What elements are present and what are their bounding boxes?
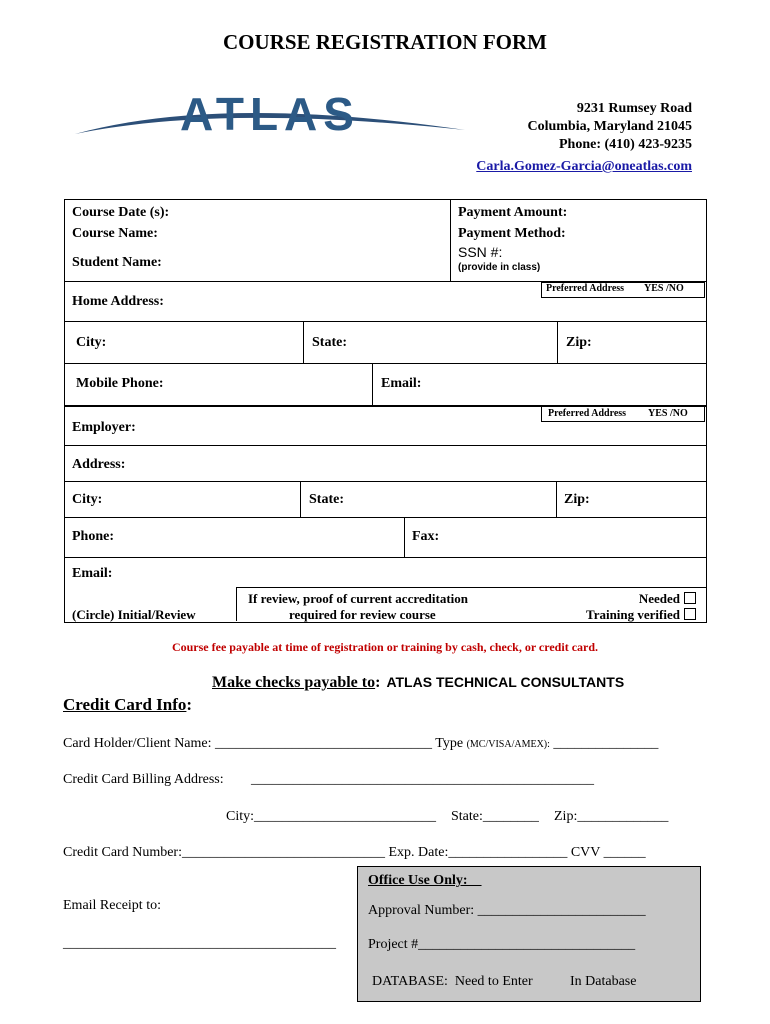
zip-label: Zip: <box>566 335 592 350</box>
student-name-label: Student Name: <box>72 255 162 270</box>
initial-review-label[interactable]: (Circle) Initial/Review <box>72 607 196 622</box>
training-verified-label: Training verified <box>585 607 680 622</box>
email-receipt-field[interactable]: _______________________________________ <box>63 936 336 951</box>
payment-amount-label: Payment Amount: <box>458 205 568 220</box>
employer-state-label: State: <box>309 492 344 507</box>
billing-city-field[interactable]: City:__________________________ <box>226 809 437 824</box>
billing-state-field[interactable]: State:________ <box>451 809 539 824</box>
preferred-address-yes-no[interactable]: YES /NO <box>648 408 688 419</box>
needed-checkbox-row[interactable] <box>639 591 696 607</box>
divider <box>64 481 707 482</box>
database-in-database[interactable]: In Database <box>570 974 637 989</box>
employer-address-label: Address: <box>72 457 126 472</box>
billing-address-label: Credit Card Billing Address: <box>63 772 224 787</box>
checks-payable-company: ATLAS TECHNICAL CONSULTANTS <box>386 674 625 690</box>
city-label: City: <box>76 335 107 350</box>
divider <box>236 587 707 588</box>
card-holder-row[interactable]: Card Holder/Client Name: _______________________________ Type (MC/VISA/AMEX): _______________ <box>63 736 659 751</box>
ssn-label: SSN #: <box>458 244 503 260</box>
atlas-logo <box>70 82 470 142</box>
billing-zip-field[interactable]: Zip:_____________ <box>554 809 669 824</box>
divider <box>372 363 373 406</box>
ssn-note: (provide in class) <box>458 262 541 273</box>
course-name-label: Course Name: <box>72 226 158 241</box>
approval-number-field[interactable]: Approval Number: ________________________ <box>368 903 646 918</box>
fax-label: Fax: <box>412 529 440 544</box>
company-email-link[interactable]: Carla.Gomez-Garcia@oneatlas.com <box>476 159 692 174</box>
needed-checkbox[interactable] <box>684 592 696 604</box>
divider <box>303 321 304 363</box>
divider <box>64 557 707 558</box>
email-receipt-label: Email Receipt to: <box>63 898 161 913</box>
course-date-label: Course Date (s): <box>72 205 170 220</box>
divider <box>557 321 558 363</box>
preferred-address-label: Preferred Address <box>548 408 627 419</box>
state-label: State: <box>312 335 347 350</box>
company-phone: Phone: (410) 423-9235 <box>559 137 692 152</box>
training-verified-checkbox[interactable] <box>684 608 696 620</box>
divider <box>404 517 405 557</box>
divider <box>236 587 237 621</box>
divider <box>300 481 301 517</box>
review-note-line1: If review, proof of current accreditation <box>248 591 468 606</box>
divider <box>64 445 707 446</box>
fee-note: Course fee payable at time of registration or training by cash, check, or credit card. <box>171 640 599 654</box>
preferred-address-label: Preferred Address <box>546 283 625 294</box>
checks-payable: Make checks payable to: ATLAS TECHNICAL CONSULTANTS <box>212 674 625 691</box>
company-street: 9231 Rumsey Road <box>576 101 692 116</box>
payment-method-label: Payment Method: <box>458 226 566 241</box>
credit-card-title: Credit Card Info: <box>63 695 193 714</box>
company-address <box>476 100 692 176</box>
divider <box>64 321 707 322</box>
employer-email-label: Email: <box>72 566 113 581</box>
checks-payable-label: Make checks payable to <box>212 674 376 691</box>
employer-city-label: City: <box>72 492 103 507</box>
card-type-note: (MC/VISA/AMEX): <box>466 739 550 750</box>
employer-label: Employer: <box>72 420 136 435</box>
divider <box>64 363 707 364</box>
card-number-row[interactable]: Credit Card Number:_____________________________ Exp. Date:_________________ CVV ______ <box>63 845 646 860</box>
billing-address-field[interactable]: _________________________________________________ <box>251 772 594 787</box>
review-note-line2: required for review course <box>289 607 436 622</box>
company-city-state: Columbia, Maryland 21045 <box>527 119 692 134</box>
employer-phone-label: Phone: <box>72 529 114 544</box>
divider <box>556 481 557 517</box>
employer-zip-label: Zip: <box>564 492 590 507</box>
divider <box>450 199 451 281</box>
project-number-field[interactable]: Project #_______________________________ <box>368 937 636 952</box>
database-need-to-enter[interactable]: DATABASE: Need to Enter <box>372 974 533 989</box>
training-verified-row[interactable] <box>586 607 696 623</box>
office-use-title: Office Use Only: <box>368 873 482 888</box>
preferred-address-yes-no[interactable]: YES /NO <box>644 283 684 294</box>
office-use-box <box>357 866 701 1002</box>
email-label: Email: <box>381 376 422 391</box>
needed-label: Needed <box>638 591 680 606</box>
home-address-label: Home Address: <box>72 294 164 309</box>
mobile-phone-label: Mobile Phone: <box>76 376 164 391</box>
page-title: COURSE REGISTRATION FORM <box>223 30 547 54</box>
divider <box>64 517 707 518</box>
svg-text:ATLAS: ATLAS <box>180 88 360 140</box>
